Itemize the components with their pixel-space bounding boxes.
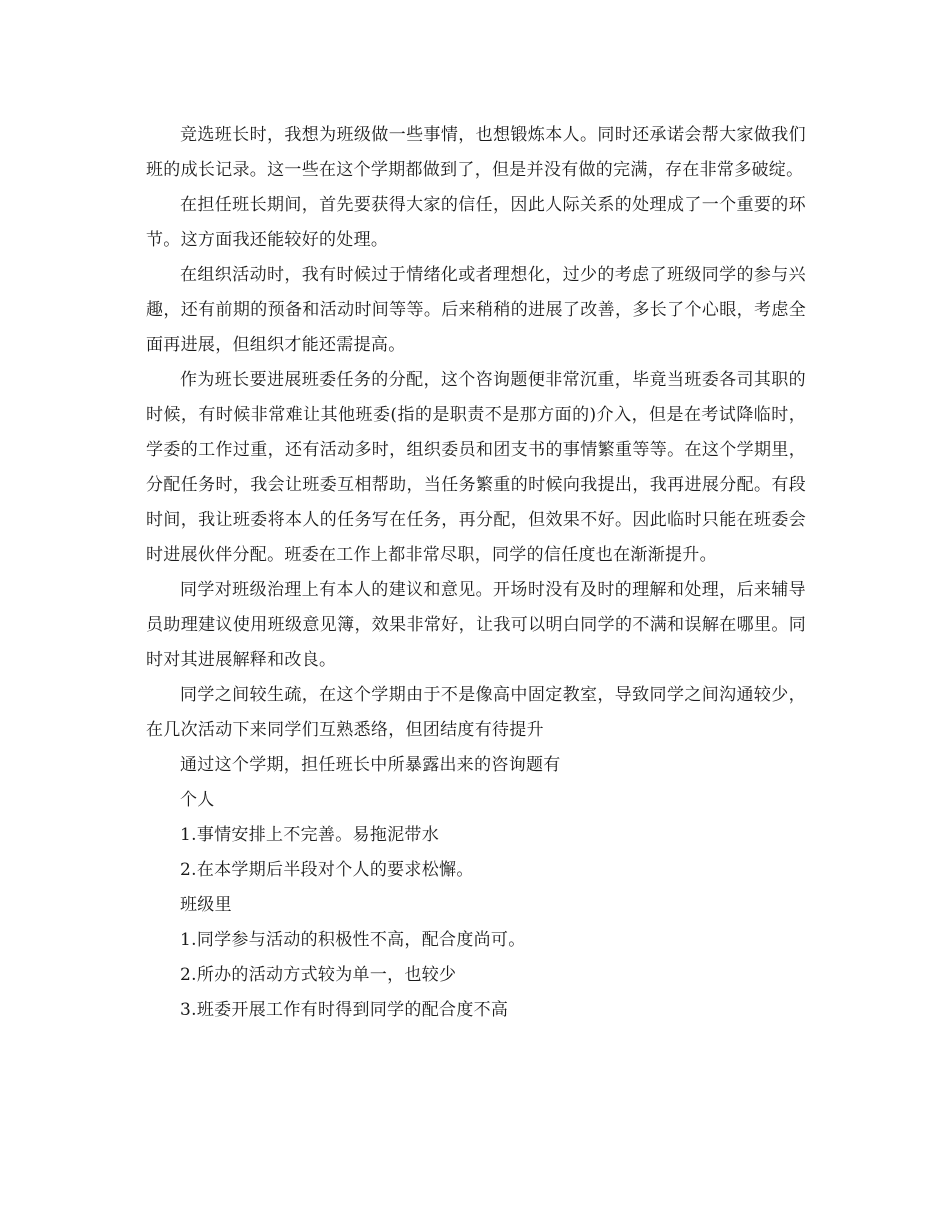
paragraph-classmates: 同学之间较生疏，在这个学期由于不是像高中固定教室，导致同学之间沟通较少，在几次活动下来同学们互熟悉络，但团结度有待提升 bbox=[146, 685, 806, 740]
list-item: 1.同学参与活动的积极性不高，配合度尚可。 bbox=[180, 930, 526, 950]
paragraph-task-allocation: 作为班长要进展班委任务的分配，这个咨询题便非常沉重，毕竟当班委各司其职的时候，有时候非常难让其他班委(指的是职责不是那方面的)介入，但是在考试降临时，学委的工作过重，还有活动多时，组织委员和团支书的事情繁重等等。在这个学期里，分配任务时，我会让班委互相帮助，当任务繁重的时候向我提出，我再进展分配。有段时间，我让班委将本人的任务写在任务，再分配，但效果不好。因此临时只能在班委会时进展伙伴分配。班委在工作上都非常尽职，同学的信任度也在渐渐提升。 bbox=[146, 370, 806, 565]
section-personal: 个人 bbox=[180, 790, 215, 810]
list-item: 1.事情安排上不完善。易拖泥带水 bbox=[180, 825, 440, 845]
paragraph-campaign: 竞选班长时，我想为班级做一些事情，也想锻炼本人。同时还承诺会帮大家做我们班的成长记录。这一些在这个学期都做到了，但是并没有做的完满，存在非常多破绽。 bbox=[146, 125, 806, 180]
paragraph-trust: 在担任班长期间，首先要获得大家的信任，因此人际关系的处理成了一个重要的环节。这方面我还能较好的处理。 bbox=[146, 195, 806, 250]
list-item: 2.在本学期后半段对个人的要求松懈。 bbox=[180, 860, 474, 880]
paragraph-activities: 在组织活动时，我有时候过于情绪化或者理想化，过少的考虑了班级同学的参与兴趣，还有前期的预备和活动时间等等。后来稍稍的进展了改善，多长了个心眼，考虑全面再进展，但组织才能还需提高。 bbox=[146, 265, 806, 355]
document-body bbox=[146, 118, 806, 1028]
section-class: 班级里 bbox=[180, 895, 232, 915]
problems-intro: 通过这个学期，担任班长中所暴露出来的咨询题有 bbox=[180, 755, 561, 775]
paragraph-suggestions: 同学对班级治理上有本人的建议和意见。开场时没有及时的理解和处理，后来辅导员助理建议使用班级意见簿，效果非常好，让我可以明白同学的不满和误解在哪里。同时对其进展解释和改良。 bbox=[146, 580, 806, 670]
list-item: 3.班委开展工作有时得到同学的配合度不高 bbox=[180, 1000, 509, 1020]
list-item: 2.所办的活动方式较为单一，也较少 bbox=[180, 965, 457, 985]
